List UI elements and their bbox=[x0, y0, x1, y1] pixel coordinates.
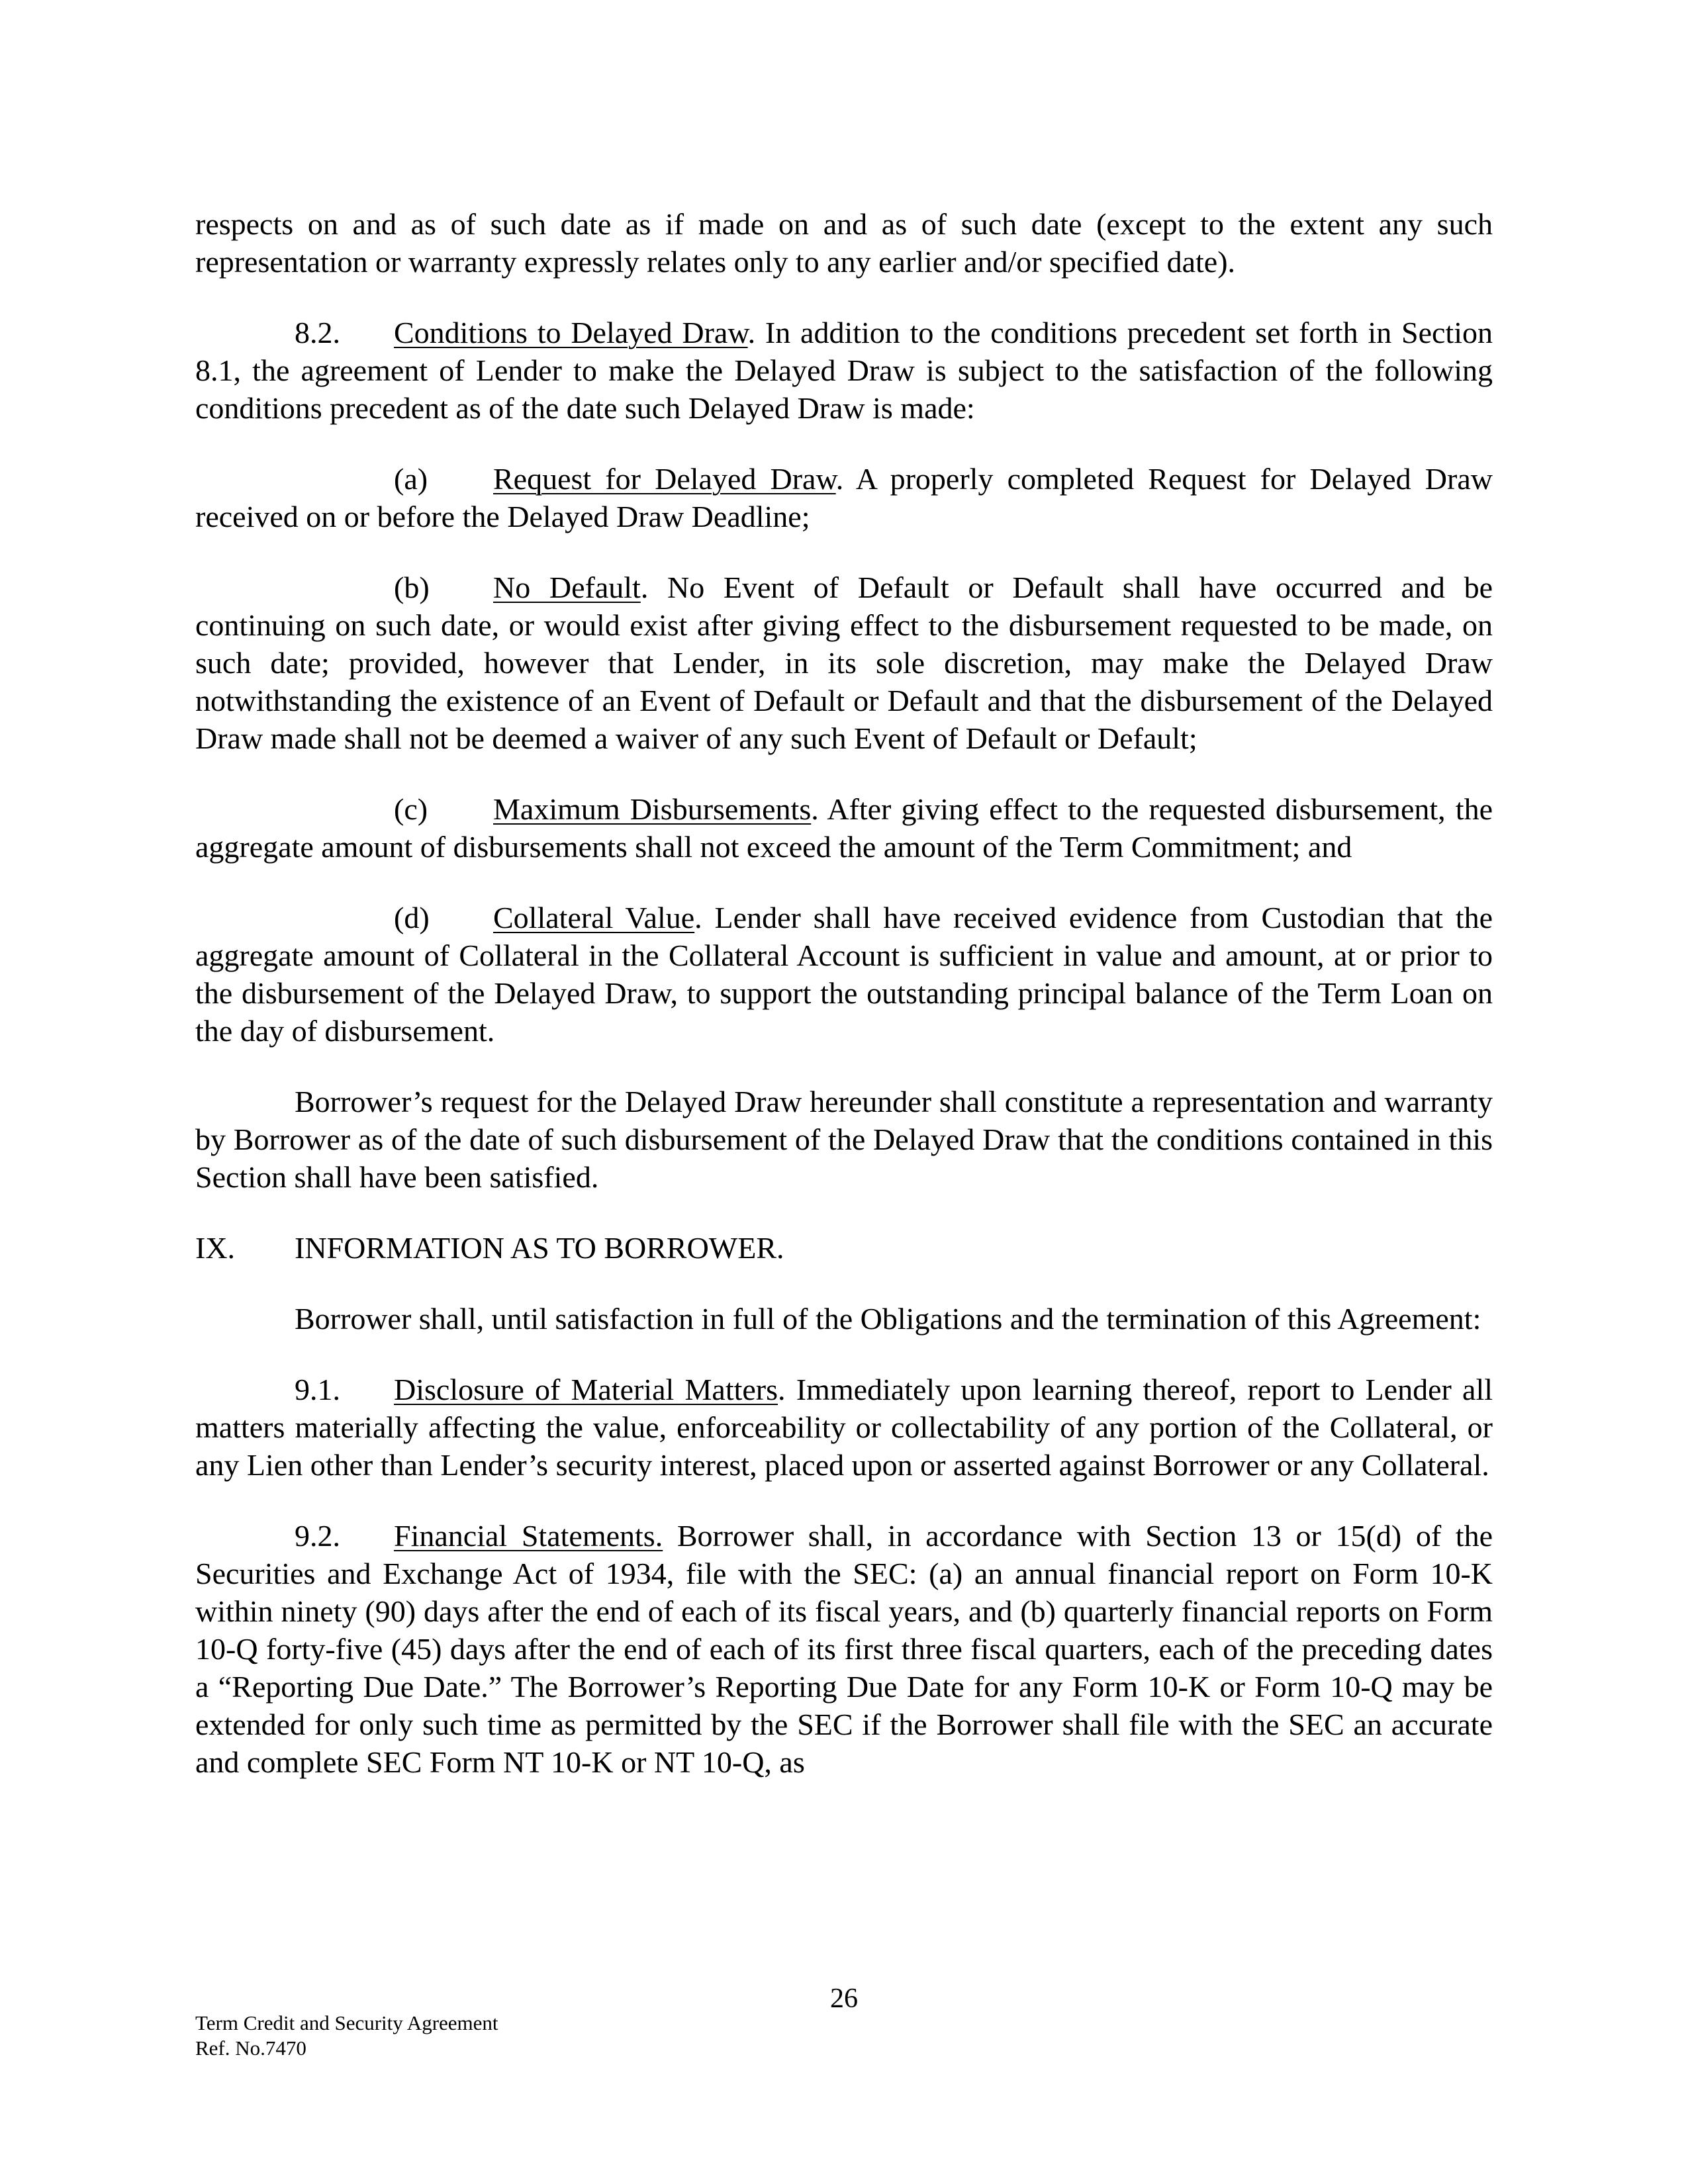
item-d-title: Collateral Value bbox=[493, 901, 695, 934]
article-ix-title: INFORMATION AS TO BORROWER. bbox=[295, 1231, 784, 1265]
item-c-text: . After giving effect to the requested disbursement, the aggregate amount of disbursements shall not exceed the amount of the Term Commitment; and bbox=[195, 792, 1493, 864]
item-b bbox=[195, 569, 1493, 757]
section-9-2 bbox=[195, 1517, 1493, 1781]
section-9-1 bbox=[195, 1371, 1493, 1484]
item-c bbox=[195, 790, 1493, 866]
item-c-title: Maximum Disbursements bbox=[493, 792, 812, 826]
item-a-text: . A properly completed Request for Delayed Draw received on or before the Delayed Draw Deadline; bbox=[195, 462, 1493, 533]
item-d bbox=[195, 899, 1493, 1050]
section-9-1-title: Disclosure of Material Matters bbox=[394, 1373, 778, 1406]
document-body bbox=[195, 205, 1493, 1781]
footer-ref: Ref. No.7470 bbox=[195, 2036, 306, 2060]
article-ix-intro: Borrower shall, until satisfaction in full of the Obligations and the termination of this Agreement: bbox=[295, 1302, 1481, 1336]
item-a-title: Request for Delayed Draw bbox=[493, 462, 836, 496]
article-ix-number: IX. bbox=[195, 1231, 236, 1265]
section-8-2-title: Conditions to Delayed Draw bbox=[394, 316, 748, 349]
section-9-1-number: 9.1. bbox=[295, 1373, 340, 1406]
section-9-2-number: 9.2. bbox=[295, 1519, 340, 1553]
item-d-label: (d) bbox=[394, 901, 430, 934]
section-9-1-text: . Immediately upon learning thereof, report to Lender all matters materially affecting the value, enforceability or collectability of any portion of the Collateral, or any Lien other than Lender’s security interest, placed upon or asserted against Borrower or any Collateral. bbox=[195, 1373, 1493, 1482]
item-a bbox=[195, 460, 1493, 535]
intro-paragraph: respects on and as of such date as if made on and as of such date (except to the extent any such representation or warranty expressly relates only to any earlier and/or specified date). bbox=[195, 207, 1493, 279]
article-ix-heading bbox=[195, 1229, 1493, 1267]
item-b-text: . No Event of Default or Default shall have occurred and be continuing on such date, or would exist after giving effect to the disbursement requested to be made, on such date; provided, however that Lender, in its sole discretion, may make the Delayed Draw notwithstanding the existence of an Event of Default or Default and that the disbursement of the Delayed Draw made shall not be deemed a waiver of any such Event of Default or Default; bbox=[195, 570, 1493, 755]
item-b-label: (b) bbox=[394, 570, 430, 604]
item-d-text: . Lender shall have received evidence from Custodian that the aggregate amount of Collateral in the Collateral Account is sufficient in value and amount, at or prior to the disbursement of the Delayed Draw, to support the outstanding principal balance of the Term Loan on the day of disbursement. bbox=[195, 901, 1493, 1048]
section-8-2-text: . In addition to the conditions precedent set forth in Section 8.1, the agreement of Lender to make the Delayed Draw is subject to the satisfaction of the following conditions precedent as of the date such Delayed Draw is made: bbox=[195, 316, 1493, 425]
section-8-2-closing: Borrower’s request for the Delayed Draw hereunder shall constitute a representation and warranty by Borrower as of the date of such disbursement of the Delayed Draw that the conditions contained in this Section shall have been satisfied. bbox=[195, 1085, 1493, 1194]
footer-title: Term Credit and Security Agreement bbox=[195, 2011, 498, 2034]
item-a-label: (a) bbox=[394, 462, 428, 496]
section-9-2-text: Borrower shall, in accordance with Section 13 or 15(d) of the Securities and Exchange Act of 1934, file with the SEC: (a) an annual financial report on Form 10-K within ninety (90) days after the end of each of its fiscal years, and (b) quarterly financial reports on Form 10-Q forty-five (45) days after the end of each of its first three fiscal quarters, each of the preceding dates a “Reporting Due Date.” The Borrower’s Reporting Due Date for any Form 10-K or Form 10-Q may be extended for only such time as permitted by the SEC if the Borrower shall file with the SEC an accurate and complete SEC Form NT 10-K or NT 10-Q, as bbox=[195, 1519, 1493, 1779]
section-8-2 bbox=[195, 314, 1493, 427]
document-footer bbox=[195, 2011, 498, 2061]
item-b-title: No Default bbox=[493, 570, 641, 604]
section-8-2-number: 8.2. bbox=[295, 316, 340, 349]
page-number: 26 bbox=[830, 1983, 858, 2014]
section-9-2-title: Financial Statements. bbox=[394, 1519, 663, 1553]
item-c-label: (c) bbox=[394, 792, 428, 826]
